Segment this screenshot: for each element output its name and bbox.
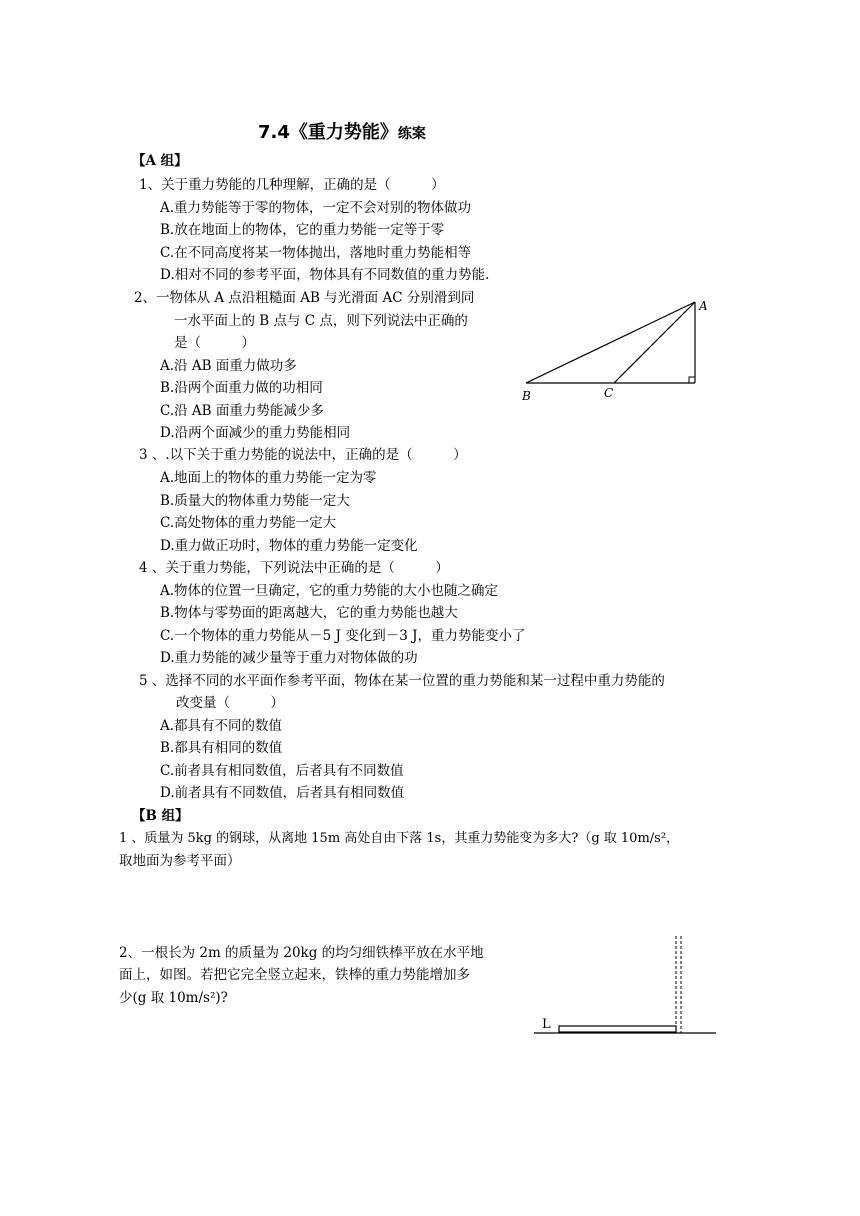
rod-figure <box>530 930 720 1040</box>
question-3-option-d: D.重力做正功时，物体的重力势能一定变化 <box>160 538 418 554</box>
question-1-stem: 1、关于重力势能的几种理解，正确的是（ ） <box>139 177 445 193</box>
question-1-option-b: B.放在地面上的物体，它的重力势能一定等于零 <box>160 222 445 238</box>
question-2-stem-line-2: 一水平面上的 B 点与 C 点，则下列说法中正确的 <box>174 313 468 329</box>
group-b-question-1-line-2: 取地面为参考平面） <box>119 853 241 869</box>
question-4-option-c: C.一个物体的重力势能从－5 J 变化到－3 J，重力势能变小了 <box>160 628 526 644</box>
group-b-heading: 【B 组】 <box>132 808 189 824</box>
question-2-option-b: B.沿两个面重力做的功相同 <box>160 380 323 396</box>
question-3-option-b: B.质量大的物体重力势能一定大 <box>160 493 350 509</box>
slope-ab-line <box>526 302 695 383</box>
question-3-option-c: C.高处物体的重力势能一定大 <box>160 515 337 531</box>
page-title: 7.4《重力势能》练案 <box>258 122 426 143</box>
point-b-label: B <box>522 389 531 403</box>
group-b-question-2-line-1: 2、一根长为 2m 的质量为 20kg 的均匀细铁棒平放在水平地 <box>119 945 484 961</box>
group-b-question-1-line-1: 1 、质量为 5kg 的钢球，从离地 15m 高处自由下落 1s，其重力势能变为多大?（g 取 10m/s²， <box>119 831 680 846</box>
incline-figure <box>510 290 730 410</box>
question-3-stem: 3 、.以下关于重力势能的说法中，正确的是（ ） <box>139 447 467 463</box>
question-2-stem-line-1: 2、一物体从 A 点沿粗糙面 AB 与光滑面 AC 分别滑到同 <box>134 290 475 306</box>
horizontal-rod <box>559 1026 676 1032</box>
question-5-option-d: D.前者具有不同数值，后者具有相同数值 <box>160 785 405 801</box>
question-5-option-a: A.都具有不同的数值 <box>160 718 283 734</box>
question-4-option-d: D.重力势能的减少量等于重力对物体做的功 <box>160 650 418 666</box>
question-2-stem-line-3: 是（ ） <box>174 335 255 351</box>
question-3-option-a: A.地面上的物体的重力势能一定为零 <box>160 470 377 486</box>
slope-ac-line <box>614 302 695 383</box>
right-angle-mark <box>689 377 695 383</box>
question-2-option-d: D.沿两个面减少的重力势能相同 <box>160 425 351 441</box>
question-5-option-c: C.前者具有相同数值，后者具有不同数值 <box>160 763 404 779</box>
question-5-option-b: B.都具有相同的数值 <box>160 740 283 756</box>
rod-label-l: L <box>542 1017 551 1032</box>
point-a-label: A <box>699 299 708 313</box>
question-4-option-b: B.物体与零势面的距离越大，它的重力势能也越大 <box>160 605 458 621</box>
group-a-heading: 【A 组】 <box>132 153 188 169</box>
question-1-option-d: D.相对不同的参考平面，物体具有不同数值的重力势能. <box>160 267 490 283</box>
group-b-question-2-line-3: 少(g 取 10m/s²)? <box>119 990 228 1006</box>
question-1-option-a: A.重力势能等于零的物体，一定不会对别的物体做功 <box>160 200 472 216</box>
question-2-option-c: C.沿 AB 面重力势能减少多 <box>160 403 324 419</box>
question-4-stem: 4 、关于重力势能，下列说法中正确的是（ ） <box>139 560 449 576</box>
group-b-question-2-line-2: 面上，如图。若把它完全竖立起来，铁棒的重力势能增加多 <box>119 967 470 983</box>
question-5-stem-line-2: 改变量（ ） <box>176 695 284 711</box>
question-2-option-a: A.沿 AB 面重力做功多 <box>160 358 297 374</box>
point-c-label: C <box>604 386 614 400</box>
question-1-option-c: C.在不同高度将某一物体抛出，落地时重力势能相等 <box>160 245 472 261</box>
question-4-option-a: A.物体的位置一旦确定，它的重力势能的大小也随之确定 <box>160 583 499 599</box>
question-5-stem-line-1: 5 、选择不同的水平面作参考平面，物体在某一位置的重力势能和某一过程中重力势能的 <box>139 673 665 689</box>
